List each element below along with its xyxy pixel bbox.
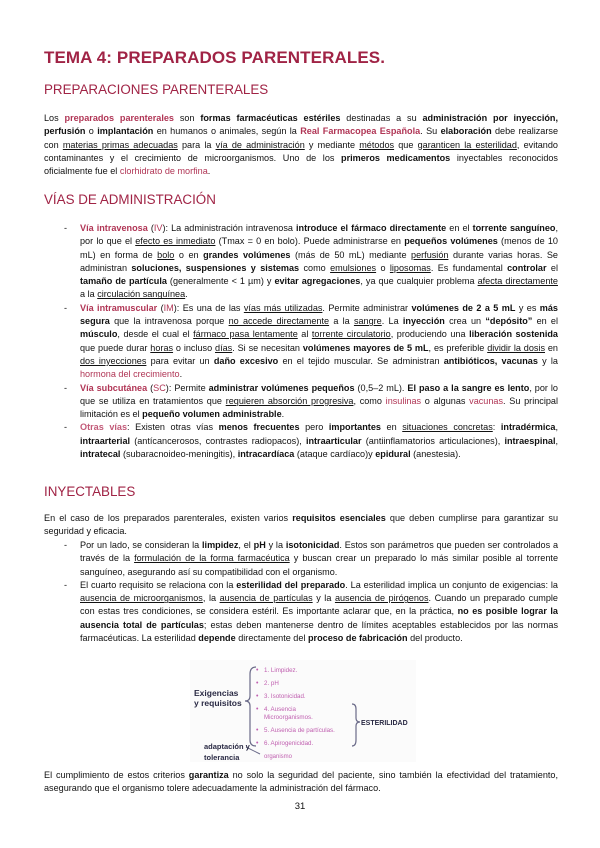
diagram-item: 3. Isotonicidad. [264, 693, 306, 700]
vias-list [64, 222, 558, 461]
diagram-label-esterilidad: ESTERILIDAD [361, 720, 408, 727]
diagram-item: 1. Limpidez. [264, 667, 298, 674]
closing-paragraph: El cumplimiento de estos criterios garantiza no solo la seguridad del paciente, sino también la efectividad del tratamiento, asegurando que el organismo tolere adecuadamente la administración del fármaco. [44, 770, 558, 794]
diagram-item: 6. Apirogenicidad. [264, 740, 314, 747]
list-item-intravenosa: - Vía intravenosa (IV): La administración intravenosa introduce el fármaco directamente en el torrente sanguíneo, por lo que el efecto es inmediato (Tmax = 0 en bolo). Puede administrarse en pequeños volúmenes (menos de 10 mL) en forma de bolo o en grandes volúmenes (más de 50 mL) mediante perfusión durante varias horas. Se administran soluciones, suspensiones y sistemas como emulsiones o liposomas. Es fundamental controlar el tamaño de partícula (generalmente < 1 µm) y evitar agregaciones, ya que cualquier problema afecta directamente a la circulación sanguínea. [64, 222, 558, 302]
svg-text:•: • [256, 727, 259, 734]
svg-text:•: • [256, 680, 259, 687]
list-item-otras-vias: - Otras vías: Existen otras vías menos frecuentes pero importantes en situaciones concretas: intradérmica, intraarterial (antícancerosos, contrastes radiopacos), intraarticular (antiinflamatorios articulaciones), intraespinal, intratecal (subaracnoideo-meningitis), intracardíaca (ataque cardíaco)y epidural (anestesia). [64, 421, 558, 461]
diagram-label-tolerancia: tolerancia [204, 753, 240, 762]
requisitos-list [64, 539, 558, 645]
list-item-intramuscular: - Vía intramuscular (IM): Es una de las vías más utilizadas. Permite administrar volúmenes de 2 a 5 mL y es más segura que la intravenosa porque no accede directamente a la sangre. La inyección crea un “depósito” en el músculo, desde el cual el fármaco pasa lentamente al torrente circulatorio, produciendo una liberación sostenida que puede durar horas o incluso días. Si se necesitan volúmenes mayores de 5 mL, es preferible dividir la dosis en dos inyecciones para evitar un daño excesivo en el tejido muscular. Se administran antibióticos, vacunas y la hormona del crecimiento. [64, 302, 558, 382]
diagram-label-requisitos: y requisitos [194, 698, 242, 708]
diagram-label-adaptacion: adaptación y [204, 742, 250, 751]
list-item-subcutanea: - Vía subcutánea (SC): Permite administrar volúmenes pequeños (0,5–2 mL). El paso a la sangre es lento, por lo que se utiliza en tratamientos que requieren absorción progresiva, como insulinas o algunas vacunas. Su principal limitación es el pequeño volumen administrable. [64, 382, 558, 422]
intro-paragraph: Los preparados parenterales son formas farmacéuticas estériles destinadas a su administración por inyección, perfusión o implantación en humanos o animales, según la Real Farmacopea Española. Su elaboración debe realizarse con materias primas adecuadas para la vía de administración y mediante métodos que garanticen la esterilidad, evitando contaminantes y el crecimiento de microorganismos. Uno de los primeros medicamentos inyectables reconocidos oficialmente fue el clorhidrato de morfina. [44, 113, 559, 177]
diagram-label-organismo: organismo [264, 754, 293, 760]
section-heading-vias: VÍAS DE ADMINISTRACIÓN [44, 192, 216, 207]
requirements-diagram [190, 660, 416, 762]
diagram-label-exigencias: Exigencias [194, 688, 239, 698]
inyectables-intro: En el caso de los preparados parenterales, existen varios requisitos esenciales que deben cumplirse para garantizar su seguridad y eficacia. [44, 513, 559, 537]
diagram-item: 5. Ausencia de partículas. [264, 727, 335, 734]
svg-text:•: • [256, 667, 259, 674]
svg-text:•: • [256, 706, 259, 713]
page-number: 31 [294, 801, 306, 812]
svg-text:•: • [256, 740, 259, 747]
section-heading-preparaciones: PREPARACIONES PARENTERALES [44, 82, 269, 97]
list-item-esterilidad: - El cuarto requisito se relaciona con la esterilidad del preparado. La esterilidad implica un conjunto de exigencias: la ausencia de microorganismos, la ausencia de partículas y la ausencia de pirógenos. Cuando un preparado cumple con estas tres condiciones, se considera estéril. Es importante aclarar que, en la práctica, no es posible lograr la ausencia total de partículas; estas deben mantenerse dentro de límites aceptables establecidos por las normas farmacéuticas. La esterilidad depende directamente del proceso de fabricación del producto. [64, 579, 558, 645]
diagram-item: 4. Ausencia [264, 706, 296, 713]
list-item-limpidez-ph: - Por un lado, se consideran la limpidez, el pH y la isotonicidad. Estos son parámetros que pueden ser controlados a través de la formulación de la forma farmacéutica y buscan crear un preparado lo más similar posible al torrente sanguíneo, asegurando así su compatibilidad con el organismo. [64, 539, 558, 579]
diagram-item: 2. pH [264, 680, 279, 687]
svg-text:•: • [256, 693, 259, 700]
section-heading-inyectables: INYECTABLES [44, 484, 136, 499]
page-title: TEMA 4: PREPARADOS PARENTERALES. [44, 48, 386, 67]
diagram-item: Microorganismos. [264, 714, 313, 721]
